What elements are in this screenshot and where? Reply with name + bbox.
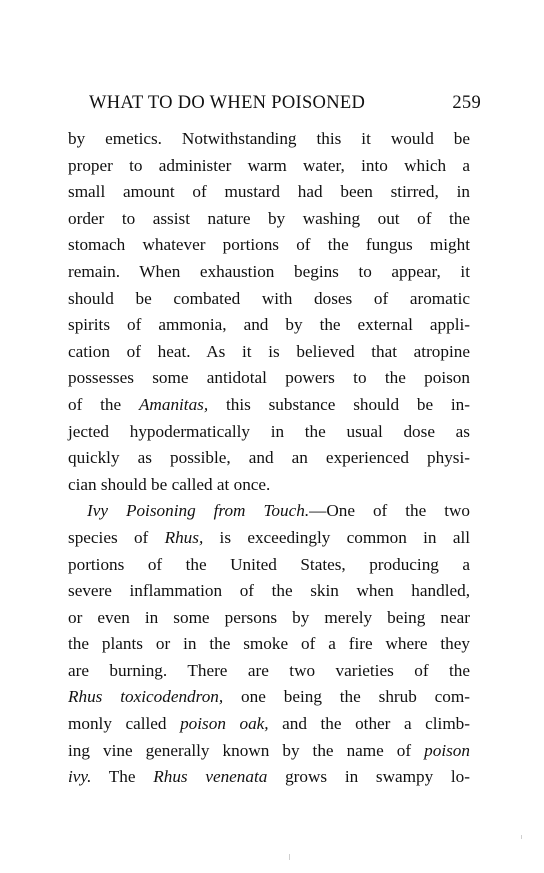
italic-term: Rhus toxicodendron,	[68, 687, 224, 707]
text-line: ing vine generally known by the name of poison	[68, 740, 470, 760]
text-line: of the Amanitas, this substance should be in-	[68, 394, 470, 414]
text-line: are burning. There are two varieties of the	[68, 660, 470, 680]
italic-term: poison oak,	[180, 714, 269, 734]
text-line: portions of the United States, producing a	[68, 554, 470, 574]
text-line: spirits of ammonia, and by the external appli-	[68, 315, 470, 335]
text-line: remain. When exhaustion begins to appear, it	[68, 261, 470, 281]
italic-term: Rhus,	[164, 527, 204, 547]
italic-term: ivy.	[68, 767, 92, 787]
paper-speck	[289, 854, 290, 860]
text-line: cian should be called at once.	[68, 474, 271, 494]
text-line: or even in some persons by merely being near	[68, 607, 470, 627]
text-line: proper to administer warm water, into which a	[68, 155, 470, 175]
page-number: 259	[452, 93, 481, 113]
text-line: quickly as possible, and an experienced physi-	[68, 448, 470, 468]
text-line: monly called poison oak, and the other a climb-	[68, 714, 470, 734]
text-line: species of Rhus, is exceedingly common in all	[68, 527, 470, 547]
italic-term: Rhus venenata	[153, 767, 268, 787]
text-line: order to assist nature by washing out of the	[68, 208, 470, 228]
text-line: jected hypodermatically in the usual dose as	[68, 421, 470, 441]
text-line: should be combated with doses of aromatic	[68, 288, 470, 308]
running-title: WHAT TO DO WHEN POISONED	[89, 93, 366, 113]
section-heading: Ivy Poisoning from Touch.	[87, 501, 310, 521]
text-line: the plants or in the smoke of a fire where they	[68, 634, 470, 654]
body-text	[68, 126, 470, 791]
text-line: possesses some antidotal powers to the poison	[68, 368, 470, 388]
text-line: stomach whatever portions of the fungus might	[68, 235, 470, 255]
text-line: small amount of mustard had been stirred, in	[68, 182, 470, 202]
text-line: cation of heat. As it is believed that atropine	[68, 341, 470, 361]
paper-speck	[521, 835, 522, 839]
text-line: severe inflammation of the skin when handled,	[68, 581, 470, 601]
text-line: Ivy Poisoning from Touch.—One of the two	[87, 501, 470, 521]
text-line: ivy. The Rhus venenata grows in swampy lo-	[68, 767, 470, 787]
running-header	[89, 93, 481, 117]
italic-term: Amanitas,	[138, 394, 209, 414]
text-line: by emetics. Notwithstanding this it would be	[68, 129, 470, 148]
italic-term: poison	[424, 740, 470, 760]
text-line: Rhus toxicodendron, one being the shrub com-	[68, 687, 470, 707]
